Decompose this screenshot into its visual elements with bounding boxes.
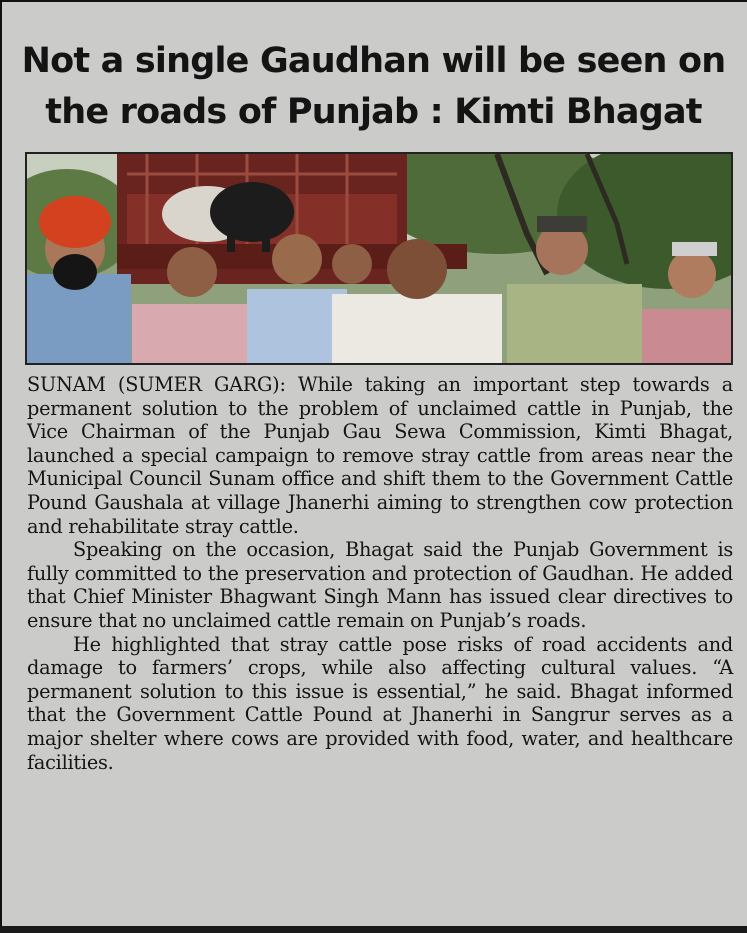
article-paragraph-1: SUNAM (SUMER GARG): While taking an important step towards a permanent solution to the problem of unclaimed cattle in Punjab, the Vice Chairman of the Punjab Gau Sewa Commission, Kimti Bhagat, launched a special campaign to remove stray cattle from areas near the Municipal Council Sunam office and shift them to the Government Cattle Pound Gaushala at village Jhanerhi aiming to strengthen cow protection and rehabilitate stray cattle. <box>27 373 733 538</box>
news-photo <box>25 152 733 365</box>
article-body <box>27 373 733 774</box>
article-paragraph-2: Speaking on the occasion, Bhagat said the Punjab Government is fully committed to the preservation and protection of Gaudhan. He added that Chief Minister Bhagwant Singh Mann has issued clear directives to ensure that no unclaimed cattle remain on Punjab’s roads. <box>27 538 733 632</box>
article-paragraph-3: He highlighted that stray cattle pose risks of road accidents and damage to farmers’ crops, while also affecting cultural values. “A permanent solution to this issue is essential,” he said. Bhagat informed that the Government Cattle Pound at Jhanerhi in Sangrur serves as a major shelter where cows are provided with food, water, and healthcare facilities. <box>27 632 733 774</box>
bottom-divider <box>0 926 747 933</box>
article-headline: Not a single Gaudhan will be seen on the roads of Punjab : Kimti Bhagat <box>21 41 726 132</box>
news-photo-illustration <box>27 154 731 363</box>
